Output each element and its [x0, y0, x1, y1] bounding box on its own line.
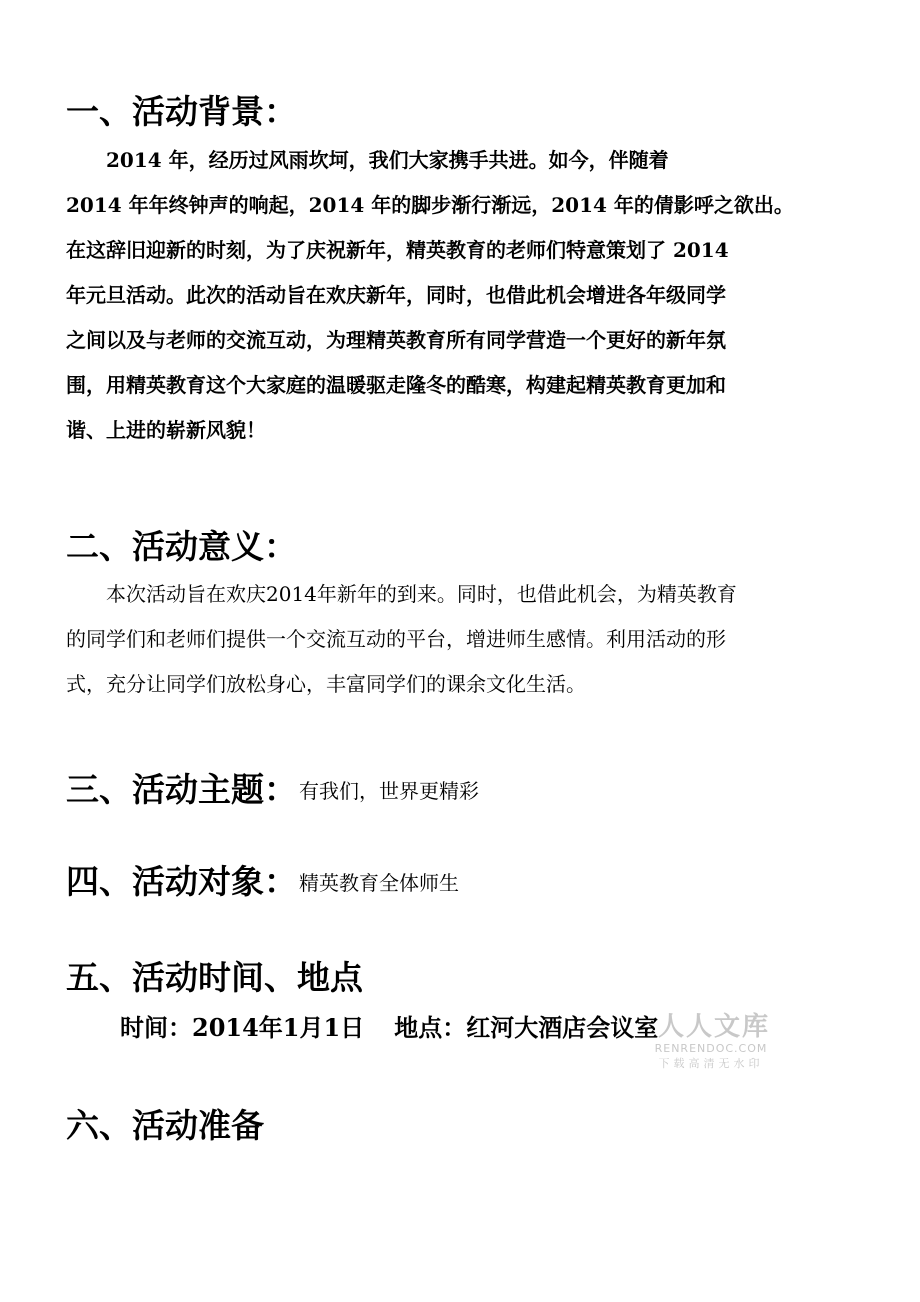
paragraph-line: 围，用精英教育这个大家庭的温暖驱走隆冬的酷寒，构建起精英教育更加和	[66, 373, 726, 397]
watermark-title: 人人文库	[657, 1012, 770, 1042]
section-background-title	[66, 92, 297, 132]
paragraph-line: 2014 年，经历过风雨坎坷，我们大家携手共进。如今，伴随着	[66, 148, 669, 172]
section-background-body	[66, 138, 856, 453]
time-place-line	[120, 1010, 658, 1046]
event-time: 时间：2014年1月1日	[120, 1013, 365, 1042]
section-meaning-title	[66, 527, 297, 567]
section-theme-title	[66, 770, 479, 814]
audience-value: 精英教育全体师生	[299, 871, 459, 895]
event-place: 地点：红河大酒店会议室	[394, 1013, 659, 1042]
paragraph-line: 之间以及与老师的交流互动，为理精英教育所有同学营造一个更好的新年氛	[66, 328, 726, 352]
theme-value: 有我们，世界更精彩	[299, 779, 479, 803]
section-title-text: 三、活动主题：	[66, 770, 297, 809]
watermark-url: RENRENDOC.COM	[654, 1042, 768, 1055]
section-title-text: 六、活动准备	[66, 1106, 264, 1145]
section-title-text: 五、活动时间、地点	[66, 958, 363, 997]
paragraph-line: 本次活动旨在欢庆2014年新年的到来。同时，也借此机会，为精英教育	[66, 582, 737, 606]
paragraph-line: 谐、上进的崭新风貌！	[66, 418, 266, 442]
section-audience-title	[66, 862, 459, 906]
section-meaning-body	[66, 572, 856, 707]
section-title-text: 二、活动意义：	[66, 527, 297, 566]
watermark-subtitle: 下载高清无水印	[658, 1057, 764, 1070]
section-preparation-title	[66, 1106, 264, 1146]
paragraph-line: 在这辞旧迎新的时刻，为了庆祝新年，精英教育的老师们特意策划了 2014	[66, 238, 729, 262]
section-time-place-title	[66, 958, 363, 998]
section-title-text: 一、活动背景：	[66, 92, 297, 131]
paragraph-line: 式，充分让同学们放松身心，丰富同学们的课余文化生活。	[66, 672, 586, 696]
paragraph-line: 的同学们和老师们提供一个交流互动的平台，增进师生感情。利用活动的形	[66, 627, 726, 651]
paragraph-line: 年元旦活动。此次的活动旨在欢庆新年，同时，也借此机会增进各年级同学	[66, 283, 726, 307]
section-title-text: 四、活动对象：	[66, 862, 297, 901]
watermark-logo	[646, 1012, 776, 1072]
paragraph-line: 2014 年年终钟声的响起，2014 年的脚步渐行渐远，2014 年的倩影呼之欲出。	[66, 193, 794, 217]
